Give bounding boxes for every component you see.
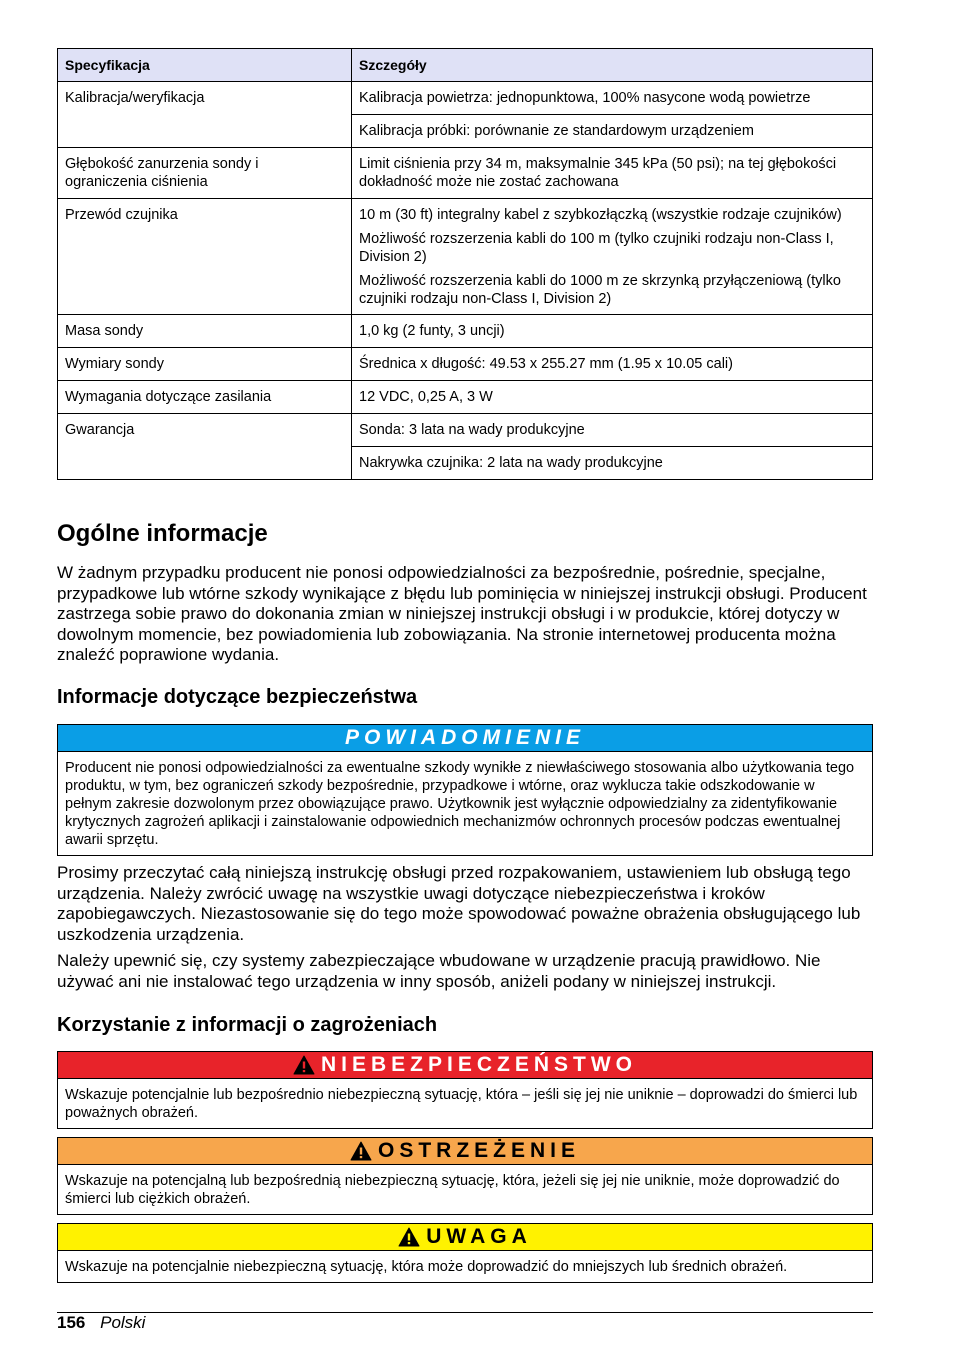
details-cell: Średnica x długość: 49.53 x 255.27 mm (1.95 x 10.05 cali) bbox=[352, 348, 873, 381]
spec-cell: Kalibracja/weryfikacja bbox=[58, 82, 352, 148]
notice-text: Producent nie ponosi odpowiedzialności za ewentualne szkody wynikłe z niewłaściwego stosowania albo użytkowania tego produktu, w tym, bez ograniczeń szkody bezpośrednie, przypadkowe i wtórne, oraz wyklucza takie odszkodowanie w pełnym zakresie dozwolonym przez obowiązujące prawo. Użytkownik jest wyłącznie odpowiedzialny za zidentyfikowanie krytycznych zagrożeń aplikacji i zainstalowanie odpowiednich mechanizmów ochronnych procesów podczas ewentualnej awarii sprzętu. bbox=[65, 760, 855, 848]
danger-text: Wskazuje potencjalnie lub bezpośrednio niebezpieczną sytuację, która – jeśli się jej nie uniknie – doprowadzi do śmierci lub poważnych obrażeń. bbox=[65, 1087, 858, 1121]
warning-triangle-icon bbox=[293, 1055, 315, 1075]
spec-cell: Gwarancja bbox=[58, 414, 352, 480]
section-title-general: Ogólne informacje bbox=[57, 520, 268, 547]
table-header-details: Szczegóły bbox=[352, 49, 873, 82]
warning-box bbox=[57, 1137, 873, 1215]
footer-divider bbox=[57, 1312, 873, 1313]
table-row bbox=[58, 315, 873, 348]
danger-label: NIEBEZPIECZEŃSTWO bbox=[320, 1053, 637, 1076]
safety-paragraph-2: Należy upewnić się, czy systemy zabezpieczające wbudowane w urządzenie pracują prawidłowo. Nie używać ani nie instalować tego urządzenia w inny sposób, aniżeli podany w niniejszej instrukcji. bbox=[57, 951, 821, 991]
details-item: Kalibracja próbki: porównanie ze standardowym urządzeniem bbox=[352, 114, 872, 147]
page-footer bbox=[57, 1313, 145, 1333]
details-item: 10 m (30 ft) integralny kabel z szybkozłączką (wszystkie rodzaje czujników) bbox=[359, 207, 842, 223]
details-cell bbox=[352, 82, 873, 148]
details-cell: 12 VDC, 0,25 A, 3 W bbox=[352, 381, 873, 414]
details-item: Nakrywka czujnika: 2 lata na wady produkcyjne bbox=[352, 446, 872, 479]
warning-label: OSTRZEŻENIE bbox=[377, 1139, 580, 1162]
warning-text: Wskazuje na potencjalną lub bezpośrednią niebezpieczną sytuację, która, jeżeli się jej nie uniknie, może doprowadzić do śmierci lub ciężkich obrażeń. bbox=[65, 1173, 840, 1207]
table-row bbox=[58, 199, 873, 315]
safety-paragraph-1: Prosimy przeczytać całą niniejszą instrukcję obsługi przed rozpakowaniem, ustawieniem lub obsługą tego urządzenia. Należy zwrócić uwagę na wszystkie uwagi dotyczące niebezpieczeństwa i kroków zapobiegawczych. Niezastosowanie się do tego może spowodować poważne obrażenia obsługującego lub uszkodzenia urządzenia. bbox=[57, 863, 861, 944]
notice-box bbox=[57, 724, 873, 856]
caution-box bbox=[57, 1223, 873, 1283]
section-title-safety: Informacje dotyczące bezpieczeństwa bbox=[57, 686, 418, 708]
spec-cell: Masa sondy bbox=[58, 315, 352, 348]
table-row bbox=[58, 82, 873, 148]
footer-language: Polski bbox=[100, 1313, 146, 1332]
caution-text: Wskazuje na potencjalnie niebezpieczną sytuację, która może doprowadzić do mniejszych lub średnich obrażeń. bbox=[65, 1259, 788, 1275]
details-cell bbox=[352, 414, 873, 480]
spec-cell: Wymiary sondy bbox=[58, 348, 352, 381]
danger-box bbox=[57, 1051, 873, 1129]
general-paragraph: W żadnym przypadku producent nie ponosi odpowiedzialności za bezpośrednie, pośrednie, specjalne, przypadkowe lub wtórne szkody wynikające z błędu lub pominięcia w niniejszej instrukcji obsługi. Producent zastrzega sobie prawo do dokonania zmian w niniejszej instrukcji obsługi i w produkcie, której dotyczy w dowolnym momencie, bez powiadomienia lub zobowiązania. Na stronie internetowej producenta można znaleźć poprawione wydania. bbox=[57, 563, 867, 664]
warning-triangle-icon bbox=[350, 1141, 372, 1161]
table-row bbox=[58, 381, 873, 414]
danger-header bbox=[58, 1052, 872, 1079]
details-cell bbox=[352, 199, 873, 315]
table-row bbox=[58, 148, 873, 199]
warning-triangle-icon bbox=[398, 1227, 420, 1247]
notice-header: POWIADOMIENIE bbox=[58, 725, 872, 752]
caution-header bbox=[58, 1224, 872, 1251]
details-cell: Limit ciśnienia przy 34 m, maksymalnie 345 kPa (50 psi); na tej głębokości dokładność może nie zostać zachowana bbox=[352, 148, 873, 199]
specification-table bbox=[57, 48, 873, 480]
page-number: 156 bbox=[57, 1313, 86, 1332]
table-header-row bbox=[58, 49, 873, 82]
table-row bbox=[58, 414, 873, 480]
details-item: Sonda: 3 lata na wady produkcyjne bbox=[359, 422, 585, 438]
spec-cell: Głębokość zanurzenia sondy i ograniczenia ciśnienia bbox=[58, 148, 352, 199]
table-row bbox=[58, 348, 873, 381]
details-cell: 1,0 kg (2 funty, 3 uncji) bbox=[352, 315, 873, 348]
table-header-spec: Specyfikacja bbox=[58, 49, 352, 82]
details-item: Możliwość rozszerzenia kabli do 100 m (tylko czujniki rodzaju non-Class I, Division 2) bbox=[359, 231, 834, 265]
details-item: Kalibracja powietrza: jednopunktowa, 100% nasycone wodą powietrze bbox=[359, 90, 811, 106]
spec-cell: Przewód czujnika bbox=[58, 199, 352, 315]
section-title-hazard: Korzystanie z informacji o zagrożeniach bbox=[57, 1014, 438, 1036]
details-item: Możliwość rozszerzenia kabli do 1000 m ze skrzynką przyłączeniową (tylko czujniki rodzaju non-Class I, Division 2) bbox=[359, 273, 841, 307]
spec-cell: Wymagania dotyczące zasilania bbox=[58, 381, 352, 414]
caution-label: UWAGA bbox=[426, 1225, 532, 1248]
warning-header bbox=[58, 1138, 872, 1165]
